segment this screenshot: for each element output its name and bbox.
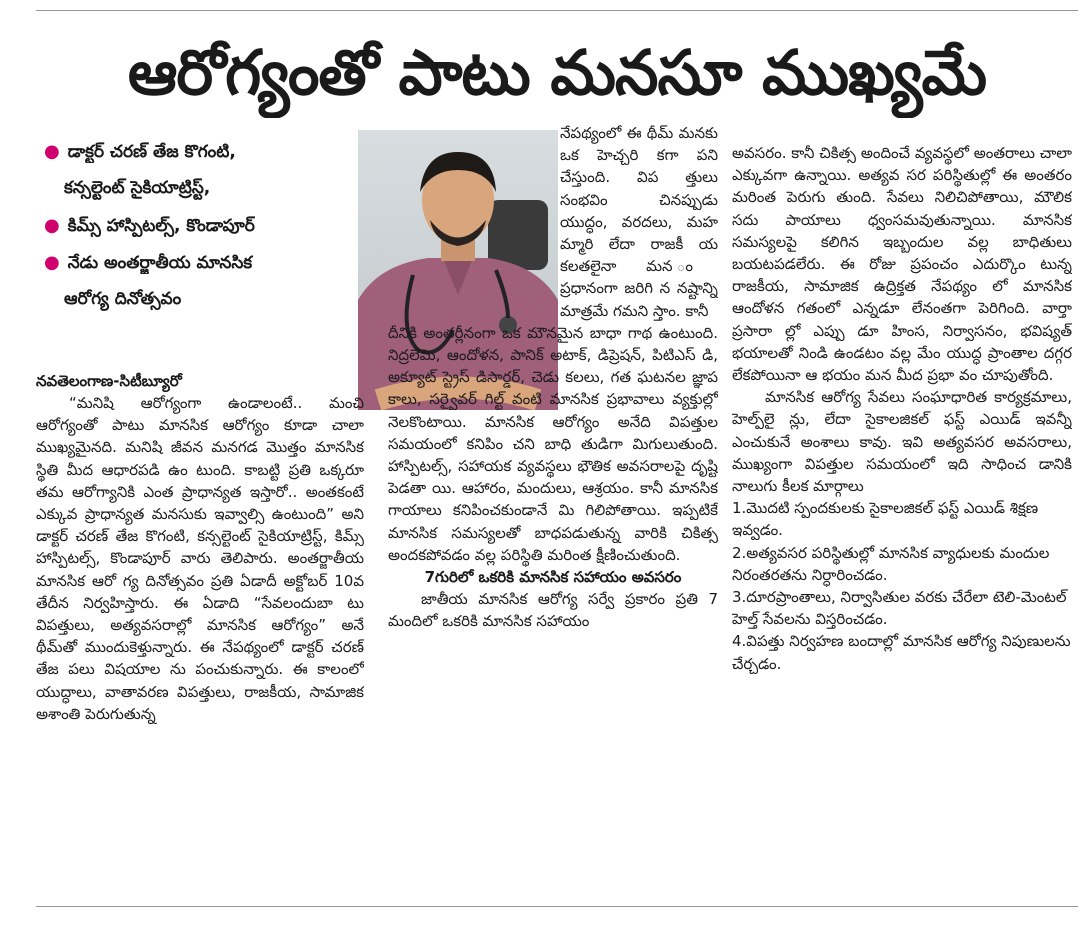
col3-paragraph-2: మానసిక ఆరోగ్య సేవలు సంఘాధారిత కార్యక్రమాలు, హెల్ప్‌లై న్లు, లేదా సైకాలజికల్ ఫస్ట్ ఎయిడ్ ఇవన్నీ ఎంచుకునే అంశాలు కావు. ఇవి అత్యవసర అవసరాలు, ముఖ్యంగా విపత్తుల సమయంలో ఇది సాధించ డానికి నాలుగు కీలక మార్గాలు: [732, 388, 1072, 496]
list-item: 3.దూరప్రాంతాలు, నిర్వాసితుల వరకు చేరేలా టెలి-మెంటల్ హెల్త్ సేవలను విస్తరించడం.: [732, 588, 1067, 629]
bullet-dot-icon: ●: [44, 141, 60, 162]
highlight-bullets: [44, 140, 360, 325]
list-item: 4.విపత్తు నిర్వహణ బందాల్లో మానసిక ఆరోగ్య నిపుణులను చేర్చడం.: [732, 632, 1071, 673]
list-item: 1.మొదటి స్పందకులకు సైకాలజికల్ ఫస్ట్ ఎయిడ్ శిక్షణ ఇవ్వడం.: [732, 499, 1039, 540]
col2-top-paragraph: నేపథ్యంలో ఈ థీమ్ మనకు ఒక హెచ్చరి కగా పని చేస్తుంది. విప త్తులు సంభవిం చినప్పుడు యుద్ధం, వరదలు, మహ మ్మారి లేదా రాజకీ య కలతలైనా మన ం ప్రధానంగా జరిగి న నష్టాన్ని మాత్రమే గమని స్తాం. కానీ: [560, 124, 718, 320]
col1-paragraph: “మనిషి ఆరోగ్యంగా ఉండాలంటే.. మంచి ఆరోగ్యంతో పాటు మానసిక ఆరోగ్యం కూడా చాలా ముఖ్యమైనది. మనిషి జీవన మనగడ మొత్తం మానసిక స్థితి మీద ఆధారపడి ఉం టుంది. కాబట్టి ప్రతి ఒక్కరూ తమ ఆరోగ్యానికి ఎంత ప్రాధాన్యత ఇస్తారో.. అంతకంటే ఎక్కువ ప్రాధాన్యత మనసుకు ఇవ్వాల్సి ఉంటుంది” అని డాక్టర్ చరణ్ తేజ కొగంటి, కన్సల్టెంట్ సైకియాట్రిస్ట్, కిమ్స్ హాస్పిటల్స్, కొండాపూర్ వారు తెలిపారు. అంతర్జాతీయ మానసిక ఆరో గ్య దినోత్సవం ప్రతి ఏడాదీ అక్టోబర్ 10వ తేదీన నిర్వహిస్తారు. ఈ ఏడాది “సేవలందుబా టు విపత్తులు, అత్యవసరాల్లో మానసిక ఆరోగ్యం” అనే థీమ్‌తో ముందుకెళ్తున్నారు. ఈ నేపథ్యంలో డాక్టర్ చరణ్ తేజ పలు విషయాల ను పంచుకున్నారు. ఈ కాలంలో యుద్ధాలు, వాతావరణ విపత్తులు, రాజకీయ, సామాజిక అశాంతి పెరుగుతున్న: [36, 394, 364, 723]
top-rule: [36, 10, 1078, 11]
byline: నవతెలంగాణ-సిటీబ్యూరో: [36, 372, 182, 390]
headline: ఆరోగ్యంతో పాటు మనసూ ముఖ్యమే: [127, 36, 987, 109]
bullet-dot-icon: ●: [44, 252, 60, 273]
list-item: 2.అత్యవసర పరిస్థితుల్లో మానసిక వ్యాధులకు మందుల నిరంతరతను నిర్ధారించడం.: [732, 543, 1050, 584]
bullet-dot-icon: ●: [44, 215, 60, 236]
col2-paragraph: దీనికి అంతర్లీనంగా ఒక మౌనమైన బాధా గాథ ఉంటుంది. నిద్రలేమి, ఆందోళన, పానిక్ అటాక్, డిప్రెషన్, పిటిఎస్ డి, అక్యూట్ స్ట్రెస్ డిసార్డర్, చెడు కలలు, గత ఘటనల జ్ఞాప కాలు, సర్వైవర్ గిల్ట్ వంటి మానసిక ప్రభావాలు వ్యక్తుల్లో నెలకొంటాయి. మానసిక ఆరోగ్యం అనేది విపత్తుల సమయంలో కనిపిం చని బాధి తుడిగా మిగులుతుంది. హాస్పిటల్స్, సహాయక వ్యవస్థలు భౌతిక అవసరాలపై దృష్టి పెడతా యి. ఆహారం, మందులు, ఆశ్రయం. కానీ మానసిక గాయాలు కనిపించకుండానే మి గిలిపోతాయి. ఇప్పటికే మానసిక సమస్యలతో బాధపడుతున్న వారికి చికిత్స అందకపోవడం వల్ల పరిస్థితి మరింత క్షీణించుతుంది.: [388, 323, 718, 564]
bullet-2: ● కిమ్స్ హాస్పిటల్స్, కొండాపూర్: [44, 215, 255, 236]
bullet-1-continued: కన్సల్టెంట్ సైకియాట్రిస్ట్,: [64, 178, 211, 198]
bullet-3-continued: ఆరోగ్య దినోత్సవం: [64, 289, 182, 309]
column-3: [732, 142, 1072, 902]
bullet-3: ● నేడు అంతర్జాతీయ మానసిక: [44, 252, 253, 273]
col2-after-subhead: జాతీయ మానసిక ఆరోగ్య సర్వే ప్రకారం ప్రతి 7 మందిలో ఒకరికి మానసిక సహాయం: [388, 590, 718, 631]
col3-paragraph-1: అవసరం. కానీ చికిత్స అందించే వ్యవస్థలో అంతరాలు చాలా ఎక్కువగా ఉన్నాయి. అత్యవ సర పరిస్థితుల్లో ఈ అంతరం మరింత పెరుగు తుంది. సేవలు నిలిచిపోతాయి, మౌలిక సదు పాయాలు ధ్వంసమవుతున్నాయి. మానసిక సమస్యలపై కలిగిన ఇబ్బందుల వల్ల బాధితులు బయటపడలేరు. ఈ రోజు ప్రపంచం ఎదుర్కొం టున్న రాజకీయ, సామాజిక ఉద్రిక్తత నేపథ్యం లో మానసిక ఆందోళన గతంలో ఎన్నడూ లేనంతగా పెరిగింది. వార్తా ప్రసారా ల్లో ఎప్పు డూ హింస, నిర్వాసనం, భవిష్యత్ భయాలతో నిండి ఉండటం వల్ల మేం యుద్ధ ప్రాంతాల దగ్గర లేకపోయినా ఆ భయం మన మీద ప్రభా వం చూపుతోంది.: [732, 144, 1072, 385]
column-2: [388, 122, 718, 902]
column-1: [36, 392, 364, 892]
subheading: 7గురిలో ఒకరికి మానసిక సహాయం అవసరం: [424, 568, 682, 587]
bullet-1: ● డాక్టర్ చరణ్ తేజ కొగంటి,: [44, 141, 236, 162]
bottom-rule: [36, 906, 1078, 907]
